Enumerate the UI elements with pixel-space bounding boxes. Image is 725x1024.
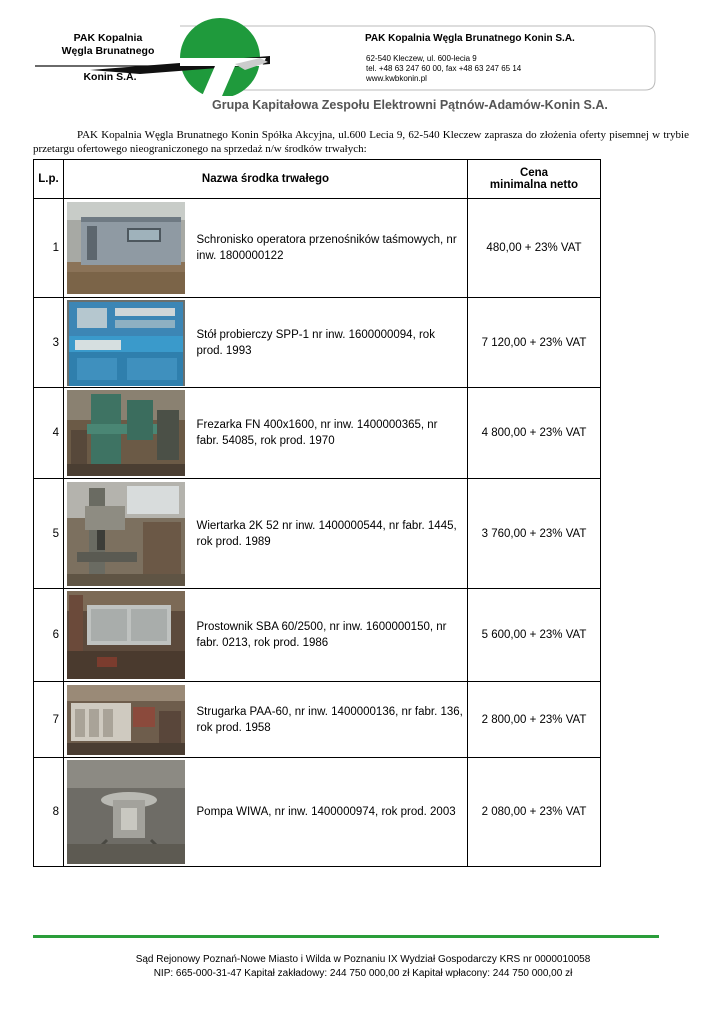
header-price xyxy=(468,160,601,199)
header-name: Nazwa środka trwałego xyxy=(64,160,468,199)
test-bench-photo xyxy=(67,300,185,386)
row-price: 3 760,00 + 23% VAT xyxy=(468,479,601,589)
row-name: Strugarka PAA-60, nr inw. 1400000136, nr fabr. 136, rok prod. 1958 xyxy=(191,682,468,758)
company-name-line3: Konin S.A. xyxy=(83,71,137,83)
table-row xyxy=(34,298,601,388)
row-price: 2 080,00 + 23% VAT xyxy=(468,758,601,867)
letterhead xyxy=(30,18,660,96)
row-name: Pompa WIWA, nr inw. 1400000974, rok prod. 2003 xyxy=(191,758,468,867)
milling-machine-photo xyxy=(67,390,185,476)
row-lp: 5 xyxy=(34,479,64,589)
row-photo-cell xyxy=(64,479,191,589)
row-price: 4 800,00 + 23% VAT xyxy=(468,388,601,479)
table-row xyxy=(34,388,601,479)
company-phone: tel. +48 63 247 60 00, fax +48 63 247 65 14 xyxy=(366,64,522,73)
header-price-line1: Cena xyxy=(519,167,549,179)
row-lp: 7 xyxy=(34,682,64,758)
company-address: 62-540 Kleczew, ul. 600-lecia 9 xyxy=(366,54,477,63)
row-name: Prostownik SBA 60/2500, nr inw. 1600000150, nr fabr. 0213, rok prod. 1986 xyxy=(191,589,468,682)
row-name: Wiertarka 2K 52 nr inw. 1400000544, nr fabr. 1445, rok prod. 1989 xyxy=(191,479,468,589)
row-name: Frezarka FN 400x1600, nr inw. 1400000365, nr fabr. 54085, rok prod. 1970 xyxy=(191,388,468,479)
table-row xyxy=(34,479,601,589)
company-name-line2: Węgla Brunatnego xyxy=(61,45,155,57)
row-lp: 1 xyxy=(34,199,64,298)
company-full-name: PAK Kopalnia Węgla Brunatnego Konin S.A. xyxy=(365,33,575,44)
cabin-container-photo xyxy=(67,202,185,294)
rectifier-photo xyxy=(67,591,185,679)
row-photo-cell xyxy=(64,589,191,682)
drill-press-photo xyxy=(67,482,185,586)
table-row xyxy=(34,758,601,867)
row-price: 480,00 + 23% VAT xyxy=(468,199,601,298)
company-name-line1: PAK Kopalnia xyxy=(73,32,143,44)
table-header-row xyxy=(34,160,601,199)
header-price-line2: minimalna netto xyxy=(489,179,579,191)
row-price: 2 800,00 + 23% VAT xyxy=(468,682,601,758)
row-price: 5 600,00 + 23% VAT xyxy=(468,589,601,682)
table-row xyxy=(34,589,601,682)
row-name: Schronisko operatora przenośników taśmowych, nr inw. 1800000122 xyxy=(191,199,468,298)
planer-photo xyxy=(67,685,185,755)
row-photo-cell xyxy=(64,682,191,758)
footer-divider xyxy=(33,935,659,938)
intro-paragraph: PAK Kopalnia Węgla Brunatnego Konin Spółka Akcyjna, ul.600 Lecia 9, 62-540 Kleczew zaprasza do złożenia oferty pisemnej w trybie przetargu ofertowego nieograniczonego na sprzedaż n/w środków trwałych: xyxy=(33,129,689,155)
row-price: 7 120,00 + 23% VAT xyxy=(468,298,601,388)
table-row xyxy=(34,199,601,298)
footer-registry: Sąd Rejonowy Poznań-Nowe Miasto i Wilda w Poznaniu IX Wydział Gospodarczy KRS nr 0000010058 xyxy=(135,954,591,965)
header-lp: L.p. xyxy=(34,160,64,199)
row-photo-cell xyxy=(64,298,191,388)
row-photo-cell xyxy=(64,388,191,479)
row-lp: 3 xyxy=(34,298,64,388)
row-lp: 6 xyxy=(34,589,64,682)
footer-capital: NIP: 665-000-31-47 Kapitał zakładowy: 244 750 000,00 zł Kapitał wpłacony: 244 750 000,00 zł xyxy=(153,968,573,979)
row-name: Stół probierczy SPP-1 nr inw. 1600000094, rok prod. 1993 xyxy=(191,298,468,388)
table-row xyxy=(34,682,601,758)
row-lp: 8 xyxy=(34,758,64,867)
assets-table xyxy=(33,159,601,867)
row-lp: 4 xyxy=(34,388,64,479)
group-title: Grupa Kapitałowa Zespołu Elektrowni Pątnów-Adamów-Konin S.A. xyxy=(212,98,608,112)
row-photo-cell xyxy=(64,199,191,298)
row-photo-cell xyxy=(64,758,191,867)
pump-photo xyxy=(67,760,185,864)
company-website[interactable]: www.kwbkonin.pl xyxy=(366,74,427,83)
